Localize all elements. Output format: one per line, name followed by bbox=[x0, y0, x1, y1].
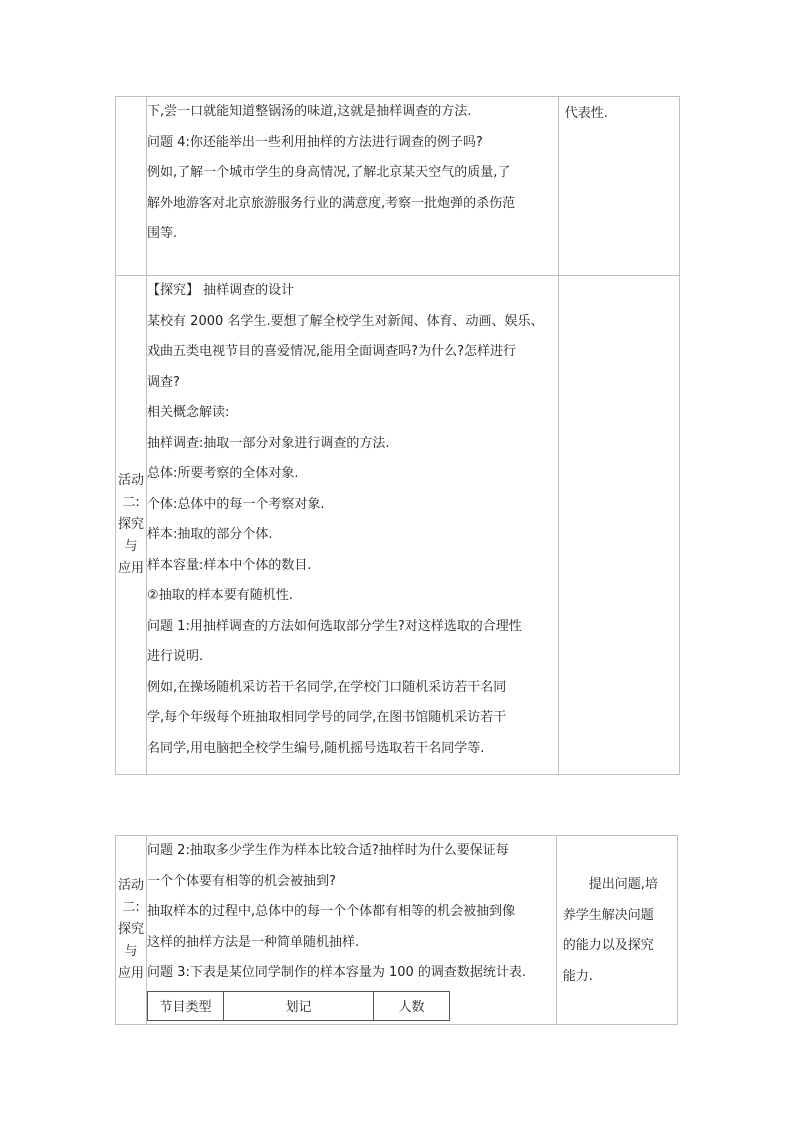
table1-row2-content bbox=[147, 276, 559, 775]
text-line: 个体:总体中的每一个考察对象. bbox=[147, 496, 325, 512]
text-line: 样本:抽取的部分个体. bbox=[147, 527, 273, 542]
lesson-table-2 bbox=[115, 835, 678, 1025]
table1-row1-side bbox=[558, 97, 679, 276]
text-line: 进行说明. bbox=[147, 649, 204, 664]
table1-row1-content bbox=[147, 97, 559, 276]
text-line: 问题 2:抽取多少学生作为样本比较合适?抽样时为什么要保证每 bbox=[147, 843, 509, 858]
text-line: 问题 3:下表是某位同学制作的样本容量为 100 的调查数据统计表. bbox=[147, 965, 527, 980]
text-line: 抽取样本的过程中,总体中的每一个个体都有相等的机会被抽到像 bbox=[147, 904, 516, 919]
text-line: 调查? bbox=[147, 374, 180, 390]
table2-side bbox=[556, 836, 677, 1025]
text-line: 下,尝一口就能知道整锅汤的味道,这就是抽样调查的方法. bbox=[147, 104, 472, 119]
table2-content bbox=[147, 836, 557, 1025]
text-line: 名同学,用电脑把全校学生编号,随机摇号选取若干名同学等. bbox=[147, 740, 485, 756]
table1-row-2 bbox=[116, 276, 680, 775]
label-line: 活动 bbox=[118, 473, 145, 488]
text-line: 围等. bbox=[147, 226, 178, 241]
table1-row1-label-cell bbox=[116, 97, 147, 276]
text-line: 这样的抽样方法是一种简单随机抽样. bbox=[147, 934, 360, 950]
text-line: 例如,了解一个城市学生的身高情况,了解北京某天空气的质量,了 bbox=[147, 165, 511, 180]
activity-label bbox=[116, 836, 147, 1025]
text-line: 戏曲五类电视节目的喜爱情况,能用全面调查吗?为什么?怎样进行 bbox=[147, 344, 516, 359]
label-line: 活动 bbox=[118, 878, 145, 893]
text-line: ②抽取的样本要有随机性. bbox=[147, 588, 293, 603]
lesson-table-1 bbox=[115, 96, 680, 775]
label-line: 与 bbox=[124, 539, 138, 554]
table2-row-1 bbox=[116, 836, 678, 1025]
side-text: 能力. bbox=[562, 968, 593, 984]
text-line: 总体:所要考察的全体对象. bbox=[147, 466, 299, 481]
side-text: 提出问题,培 bbox=[588, 877, 658, 892]
header-tally: 划记 bbox=[224, 991, 374, 1020]
section-heading: 【探究】 抽样调查的设计 bbox=[147, 283, 295, 298]
label-line: 与 bbox=[124, 944, 138, 959]
text-line: 一个个体要有相等的机会被抽到? bbox=[147, 873, 336, 889]
label-line: 二: bbox=[122, 900, 140, 915]
label-line: 应用 bbox=[118, 966, 145, 981]
text-line: 解外地游客对北京旅游服务行业的满意度,考察一批炮弹的杀伤范 bbox=[147, 195, 516, 211]
header-count: 人数 bbox=[374, 991, 450, 1020]
side-text: 的能力以及探究 bbox=[562, 938, 654, 953]
table1-row2-side bbox=[558, 276, 679, 775]
text-line: 问题 4:你还能举出一些利用抽样的方法进行调查的例子吗? bbox=[147, 134, 483, 150]
text-line: 学,每个年级每个班抽取相同学号的同学,在图书馆随机采访若干 bbox=[147, 710, 507, 725]
label-line: 应用 bbox=[118, 561, 145, 576]
label-line: 探究 bbox=[118, 922, 145, 937]
text-line: 问题 1:用抽样调查的方法如何选取部分学生?对这样选取的合理性 bbox=[147, 618, 522, 634]
text-line: 样本容量:样本中个体的数目. bbox=[147, 557, 312, 573]
text-line: 抽样调查:抽取一部分对象进行调查的方法. bbox=[147, 435, 390, 451]
label-line: 探究 bbox=[118, 517, 145, 532]
side-text: 代表性. bbox=[564, 106, 608, 121]
statistics-table bbox=[147, 991, 450, 1021]
side-text: 养学生解决问题 bbox=[562, 907, 654, 923]
text-line: 例如,在操场随机采访若干名同学,在学校门口随机采访若干名同 bbox=[147, 679, 507, 695]
statistics-table-header bbox=[148, 991, 450, 1020]
text-line: 某校有 2000 名学生.要想了解全校学生对新闻、体育、动画、娱乐、 bbox=[147, 313, 544, 329]
table1-row-1 bbox=[116, 97, 680, 276]
text-line: 相关概念解读: bbox=[147, 405, 230, 420]
activity-label bbox=[116, 276, 147, 775]
label-line: 二: bbox=[122, 495, 140, 510]
header-program-type: 节目类型 bbox=[148, 991, 224, 1020]
